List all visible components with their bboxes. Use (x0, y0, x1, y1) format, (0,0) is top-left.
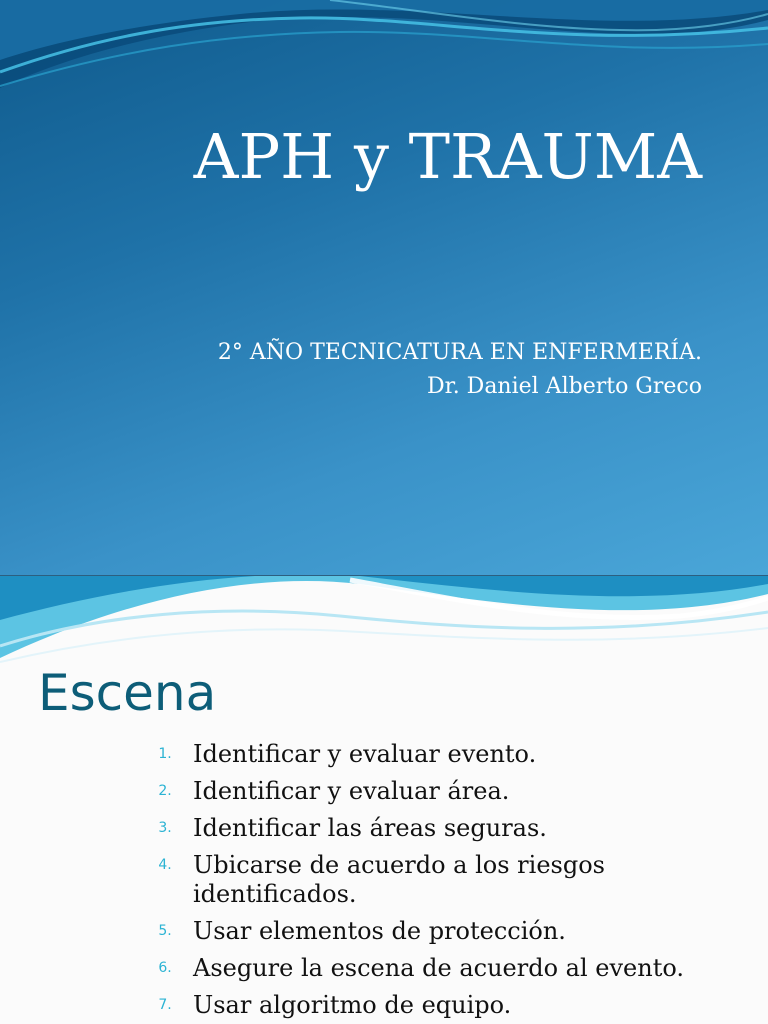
list-item (150, 740, 760, 769)
list-number: 2. (158, 783, 172, 799)
list-number: 6. (158, 960, 172, 976)
subtitle-author: Dr. Daniel Alberto Greco (426, 374, 702, 399)
list-text: Usar elementos de protección. (193, 917, 566, 945)
slide-title: Escena (38, 664, 217, 722)
list-number: 5. (158, 923, 172, 939)
list-item (150, 917, 760, 946)
list-text: Usar algoritmo de equipo. (193, 991, 512, 1019)
presentation-title: APH y TRAUMA (193, 120, 702, 193)
top-wave-decoration (0, 0, 768, 110)
step-list (150, 740, 760, 1024)
list-number: 7. (158, 997, 172, 1013)
presentation-subtitle (218, 336, 702, 404)
subtitle-course: 2° AÑO TECNICATURA EN ENFERMERÍA. (217, 340, 702, 365)
list-text: Identificar y evaluar evento. (193, 740, 537, 768)
list-text: Identificar las áreas seguras. (193, 814, 547, 842)
list-text: Identificar y evaluar área. (193, 777, 510, 805)
list-item (150, 814, 760, 843)
list-item (150, 991, 760, 1020)
list-item (150, 851, 760, 909)
list-text: Asegure la escena de acuerdo al evento. (193, 954, 685, 982)
list-number: 1. (158, 746, 172, 762)
content-slide (0, 576, 768, 1024)
list-number: 4. (158, 857, 172, 873)
list-text: Ubicarse de acuerdo a los riesgos identificados. (193, 851, 605, 908)
list-item (150, 954, 760, 983)
top-wave-decoration (0, 576, 768, 668)
list-item (150, 777, 760, 806)
list-number: 3. (158, 820, 172, 836)
